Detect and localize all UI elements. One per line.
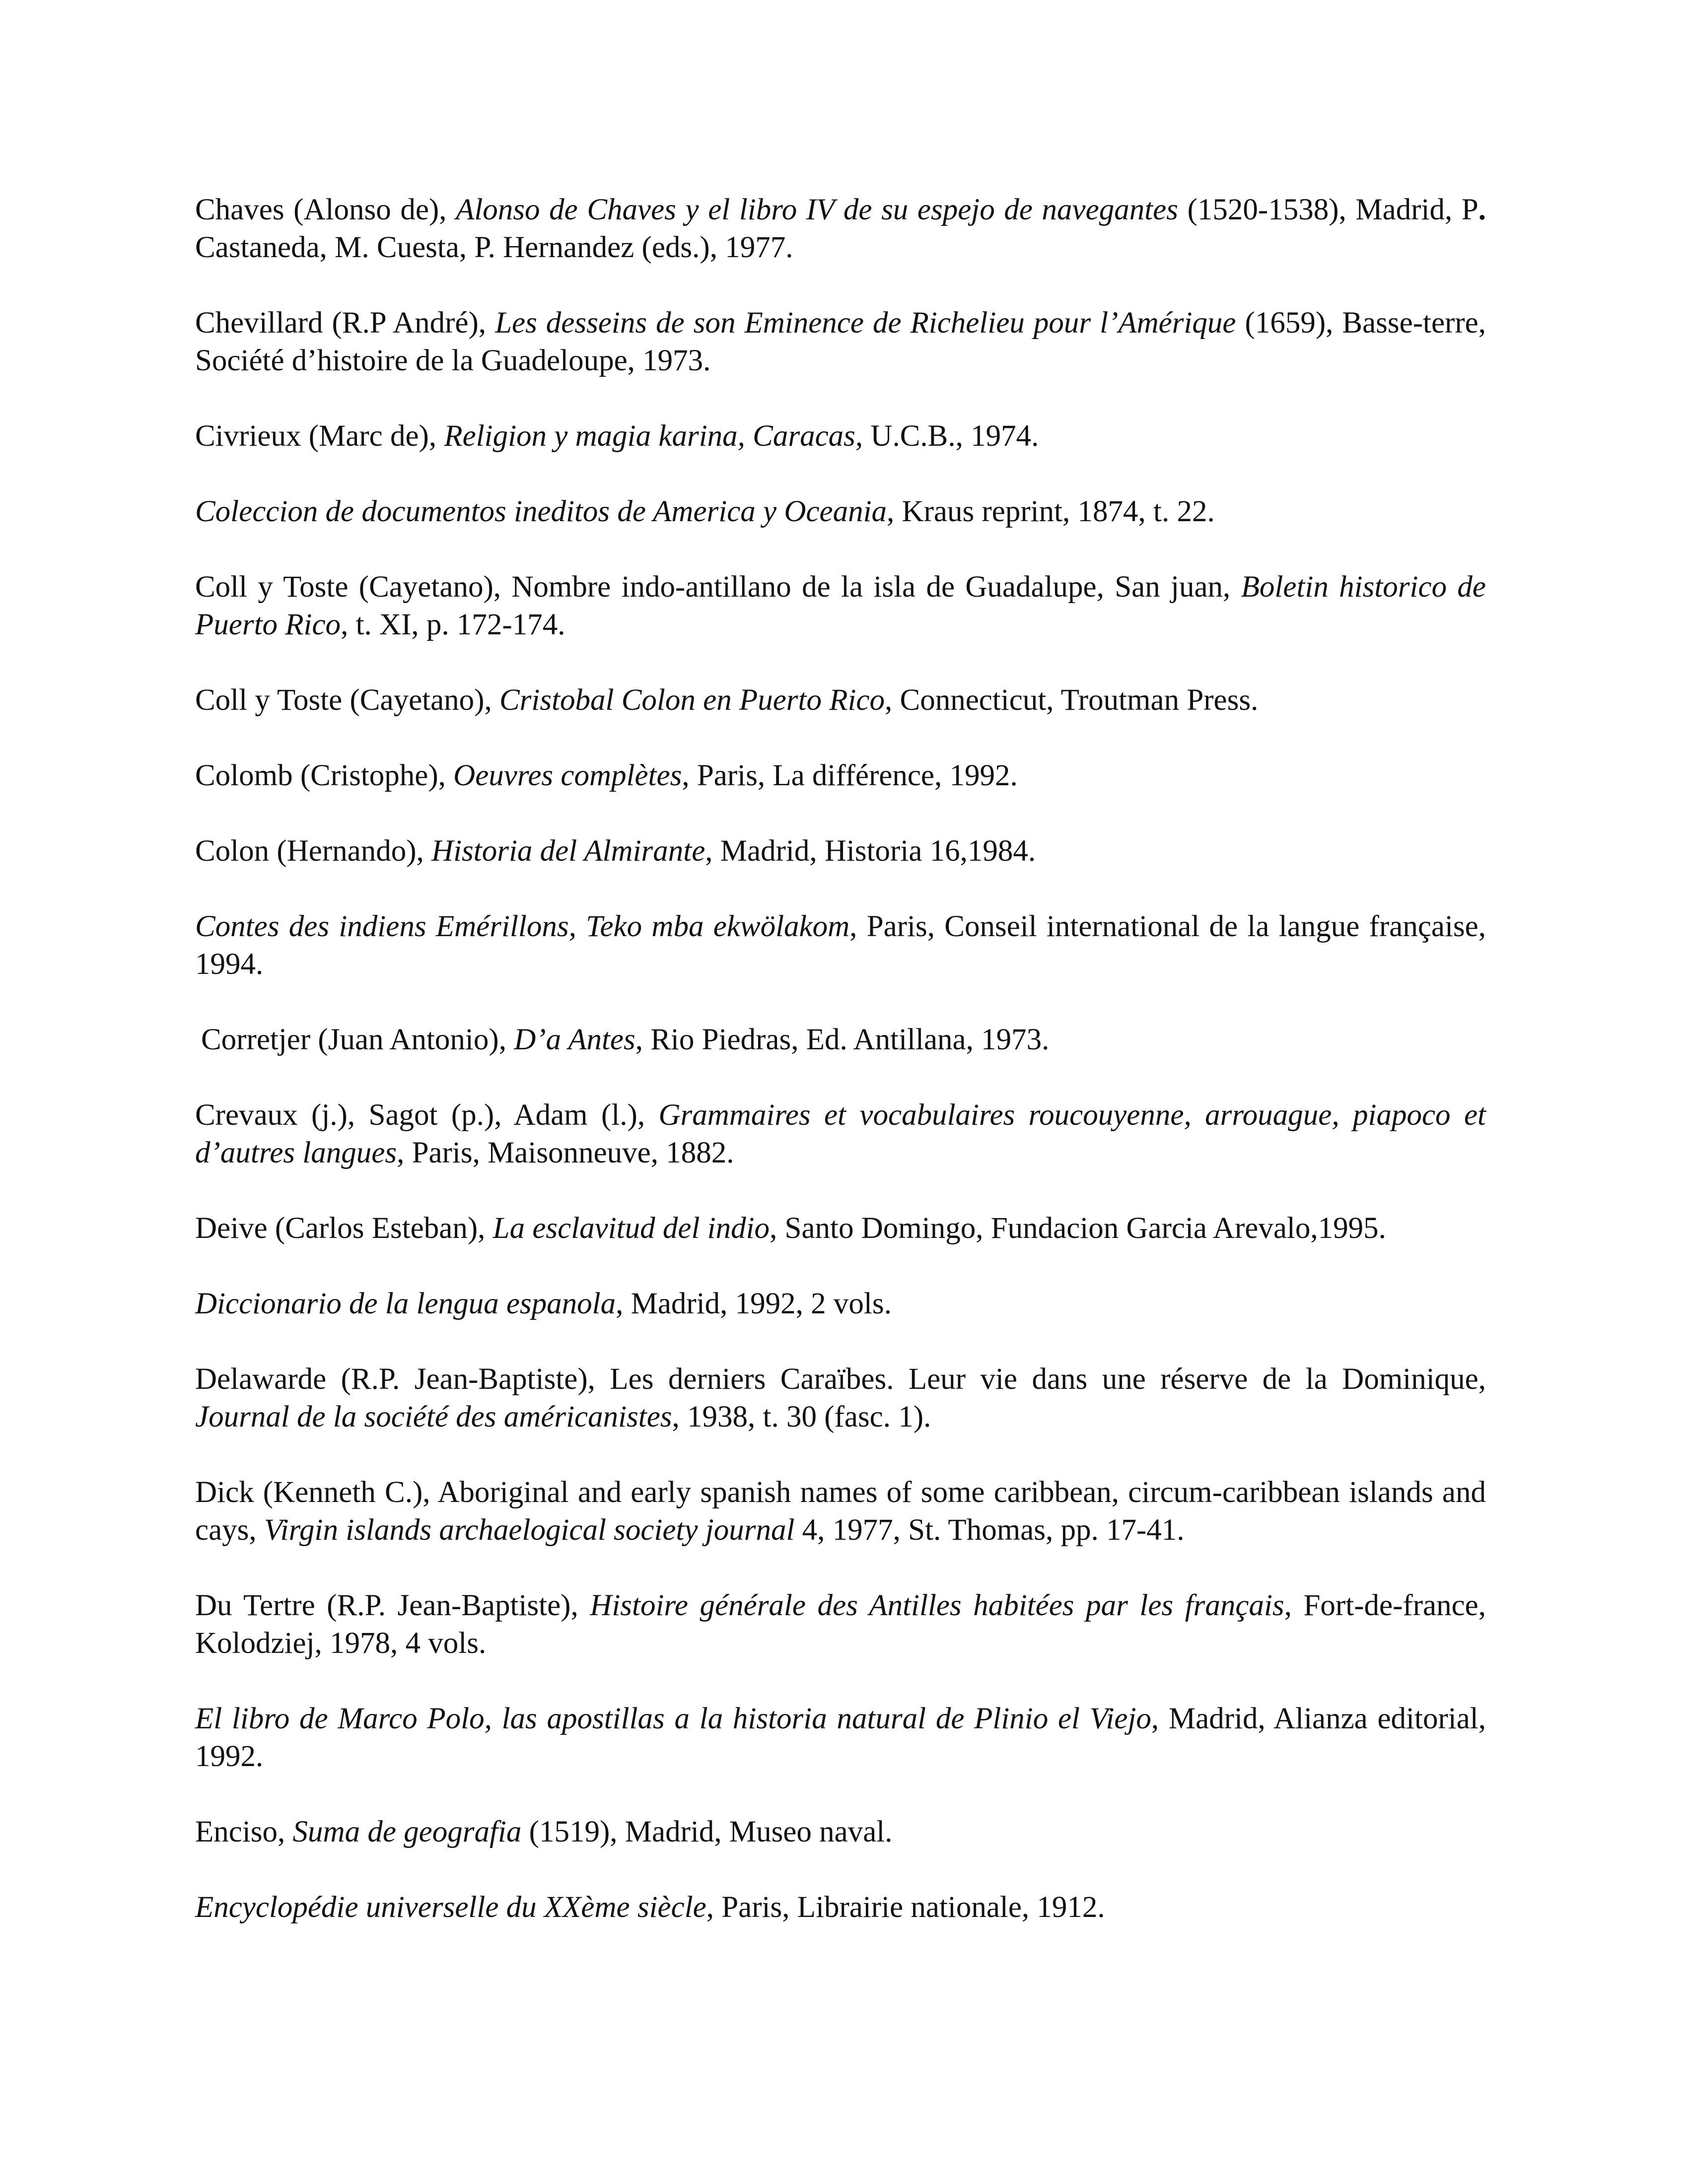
entry-title-italic: Contes des indiens Emérillons, Teko mba ekwölakom <box>195 910 850 943</box>
entry-title-italic: D’a Antes <box>514 1023 635 1056</box>
entry-text: , Paris, Maisonneuve, 1882. <box>397 1136 734 1169</box>
entry-text: Chevillard (R.P André), <box>195 306 495 340</box>
bibliography-entry <box>195 191 1486 267</box>
bibliography-entry <box>195 1285 1486 1323</box>
bibliography-entry <box>195 304 1486 380</box>
entry-text: Coll y Toste (Cayetano), <box>195 683 499 717</box>
bibliography-entry <box>195 908 1486 983</box>
bibliography-entry <box>195 493 1486 531</box>
entry-text: 4, 1977, St. Thomas, pp. 17-41. <box>794 1513 1185 1547</box>
bibliography-entry <box>195 1587 1486 1662</box>
entry-title-italic: Les desseins de son Eminence de Richelieu pour l’Amérique <box>495 306 1236 340</box>
entry-title-italic: La esclavitud del indio <box>492 1212 770 1245</box>
entry-text: Colomb (Cristophe), <box>195 759 454 792</box>
entry-text: Coll y Toste (Cayetano), Nombre indo-antillano de la isla de Guadalupe, San juan, <box>195 570 1241 604</box>
bibliography-entry <box>195 1021 1486 1059</box>
entry-text: , Madrid, Historia 16,1984. <box>705 834 1036 868</box>
entry-title-italic: El libro de Marco Polo, las apostillas a la historia natural de Plinio el Viejo <box>195 1702 1151 1735</box>
entry-text: Castaneda, M. Cuesta, P. Hernandez (eds.), 1977. <box>195 231 793 264</box>
entry-text: , Paris, Conseil international de la langue française, 1994. <box>195 910 1486 981</box>
entry-text: , 1938, t. 30 (fasc. 1). <box>672 1400 931 1433</box>
bibliography-entry <box>195 832 1486 870</box>
entry-text: Chaves (Alonso de), <box>195 193 456 226</box>
bibliography-entry <box>195 1813 1486 1851</box>
entry-text: , Paris, Librairie nationale, 1912. <box>706 1891 1105 1924</box>
entry-title-italic: Historia del Almirante <box>431 834 705 868</box>
entry-title-italic: Histoire générale des Antilles habitées par les français <box>590 1589 1284 1622</box>
entry-text: . <box>1478 193 1486 226</box>
entry-text: (1519), Madrid, Museo naval. <box>521 1815 893 1848</box>
bibliography-entry <box>195 1474 1486 1549</box>
entry-text: , Santo Domingo, Fundacion Garcia Arevalo,1995. <box>770 1212 1386 1245</box>
entry-text: (1520-1538), Madrid, P <box>1178 193 1478 226</box>
entry-text: , U.C.B., 1974. <box>855 419 1039 453</box>
entry-text: Colon (Hernando), <box>195 834 432 868</box>
entry-text: , Rio Piedras, Ed. Antillana, 1973. <box>635 1023 1050 1056</box>
entry-title-italic: Coleccion de documentos ineditos de America y Oceania <box>195 495 887 528</box>
bibliography-entry <box>195 417 1486 455</box>
bibliography-entry <box>195 757 1486 795</box>
entry-title-italic: Encyclopédie universelle du XXème siècle <box>195 1891 706 1924</box>
entry-text: (1659), Basse-terre, Société d’histoire de la Guadeloupe, 1973. <box>195 306 1486 377</box>
entry-text: , t. XI, p. 172-174. <box>341 608 565 641</box>
entry-text: Enciso, <box>195 1815 293 1848</box>
entry-title-italic: Cristobal Colon en Puerto Rico <box>499 683 885 717</box>
bibliography-list <box>195 191 1486 1964</box>
bibliography-entry <box>195 1700 1486 1775</box>
entry-title-italic: Religion y magia karina, Caracas <box>444 419 855 453</box>
entry-text: Civrieux (Marc de), <box>195 419 444 453</box>
entry-title-italic: Boletin historico de Puerto Rico <box>195 570 1486 641</box>
entry-title-italic: Virgin islands archaelogical society journal <box>264 1513 795 1547</box>
entry-title-italic: Alonso de Chaves y el libro IV de su espejo de navegantes <box>456 193 1178 226</box>
bibliography-entry <box>195 1361 1486 1436</box>
entry-text: , Connecticut, Troutman Press. <box>885 683 1259 717</box>
entry-text: Corretjer (Juan Antonio), <box>201 1023 514 1056</box>
bibliography-entry <box>195 568 1486 644</box>
entry-title-italic: Journal de la société des américanistes <box>195 1400 672 1433</box>
bibliography-entry <box>195 1210 1486 1247</box>
entry-title-italic: Suma de geografia <box>292 1815 522 1848</box>
bibliography-entry <box>195 682 1486 719</box>
entry-text: , Fort-de-france, Kolodziej, 1978, 4 vols. <box>195 1589 1486 1660</box>
entry-text: , Madrid, 1992, 2 vols. <box>616 1287 892 1320</box>
entry-text: Dick (Kenneth C.), Aboriginal and early spanish names of some caribbean, circum-caribbean islands and cays, <box>195 1476 1486 1547</box>
entry-title-italic: Diccionario de la lengua espanola <box>195 1287 616 1320</box>
entry-text: , Kraus reprint, 1874, t. 22. <box>887 495 1215 528</box>
bibliography-entry <box>195 1096 1486 1172</box>
entry-text: Deive (Carlos Esteban), <box>195 1212 493 1245</box>
entry-title-italic: Oeuvres complètes <box>453 759 682 792</box>
entry-title-italic: Grammaires et vocabulaires roucouyenne, arrouague, piapoco et d’autres langues <box>195 1098 1486 1169</box>
entry-text: , Paris, La différence, 1992. <box>682 759 1018 792</box>
entry-text: Delawarde (R.P. Jean-Baptiste), Les derniers Caraïbes. Leur vie dans une réserve de la Dominique, <box>195 1363 1486 1396</box>
entry-text: Du Tertre (R.P. Jean-Baptiste), <box>195 1589 590 1622</box>
entry-text: Crevaux (j.), Sagot (p.), Adam (l.), <box>195 1098 659 1132</box>
bibliography-entry <box>195 1889 1486 1926</box>
entry-text: , Madrid, Alianza editorial, 1992. <box>195 1702 1486 1773</box>
